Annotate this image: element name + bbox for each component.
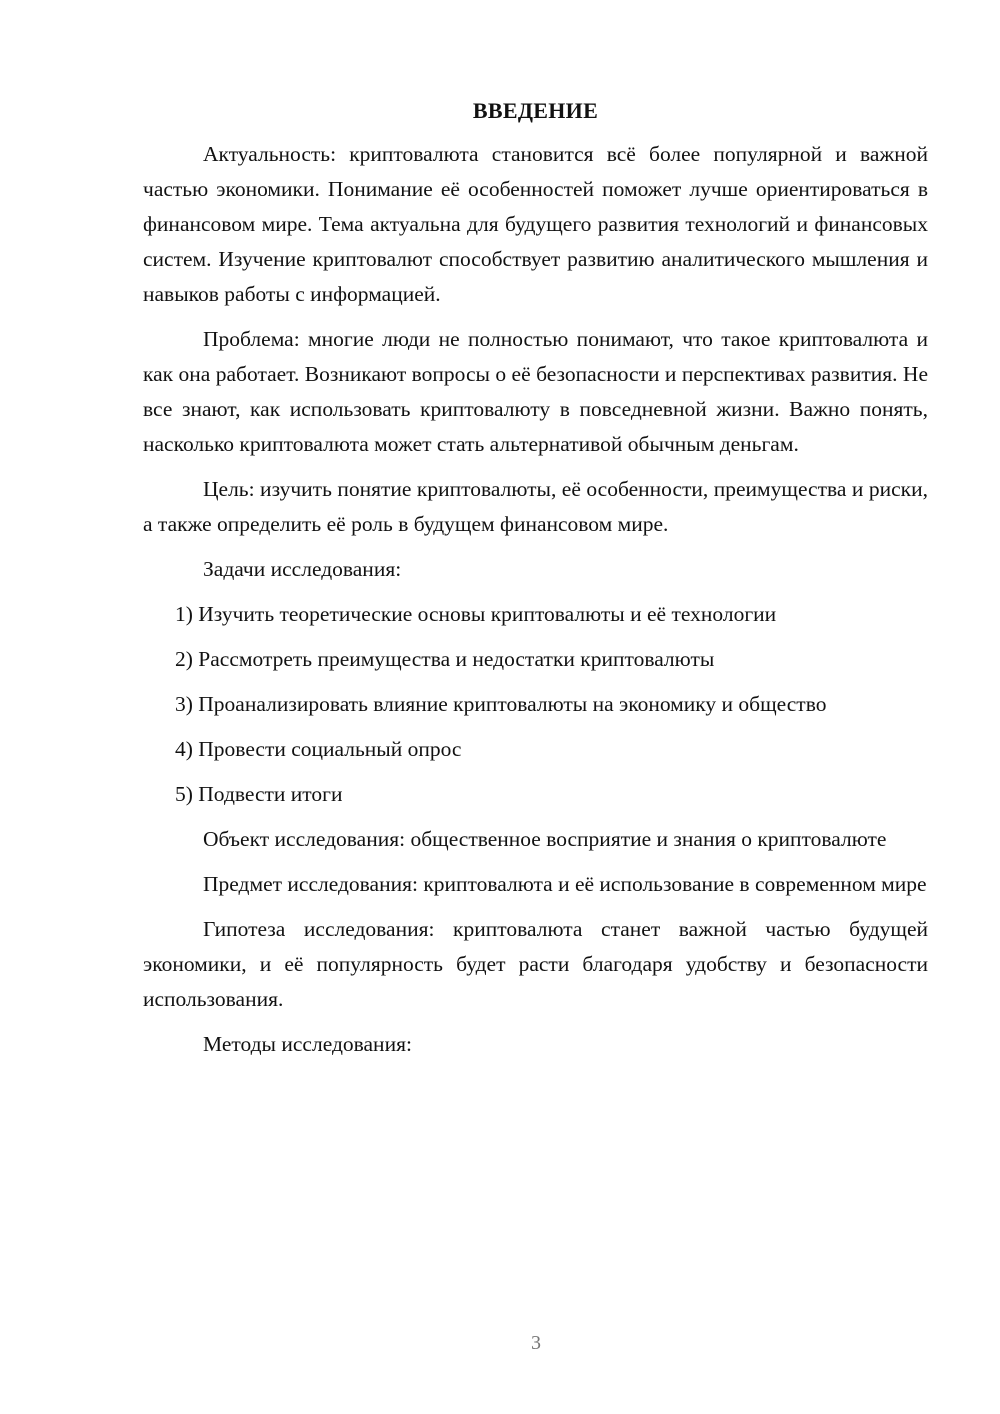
task-item-2: 2) Рассмотреть преимущества и недостатки криптовалюты: [175, 647, 715, 671]
section-heading: ВВЕДЕНИЕ: [472, 98, 599, 123]
task-item-4: 4) Провести социальный опрос: [175, 737, 462, 761]
task-item-3: 3) Проанализировать влияние криптовалюты на экономику и общество: [175, 692, 827, 716]
goal-paragraph: Цель: изучить понятие криптовалюты, её особенности, преимущества и риски, а также определить её роль в будущем финансовом мире.: [143, 477, 928, 536]
task-item-1: 1) Изучить теоретические основы криптовалюты и её технологии: [175, 602, 777, 626]
problem-paragraph: Проблема: многие люди не полностью понимают, что такое криптовалюта и как она работает. Возникают вопросы о её безопасности и перспективах развития. Не все знают, как использовать криптовалюту в повседневной жизни. Важно понять, насколько криптовалюта может стать альтернативой обычным деньгам.: [143, 327, 928, 456]
methods-intro: Методы исследования:: [203, 1032, 412, 1056]
task-item-5: 5) Подвести итоги: [175, 782, 343, 806]
subject-paragraph: Предмет исследования: криптовалюта и её использование в современном мире: [203, 872, 927, 896]
relevance-paragraph: Актуальность: криптовалюта становится всё более популярной и важной частью экономики. Понимание её особенностей поможет лучше ориентироваться в финансовом мире. Тема актуальна для будущего развития технологий и финансовых систем. Изучение криптовалют способствует развитию аналитического мышления и навыков работы с информацией.: [143, 142, 928, 306]
object-paragraph: Объект исследования: общественное восприятие и знания о криптовалюте: [203, 827, 887, 851]
document-page: [143, 95, 928, 1072]
tasks-intro: Задачи исследования:: [203, 557, 402, 581]
page-number: 3: [531, 1332, 541, 1354]
hypothesis-paragraph: Гипотеза исследования: криптовалюта станет важной частью будущей экономики, и её популярность будет расти благодаря удобству и безопасности использования.: [143, 917, 928, 1011]
